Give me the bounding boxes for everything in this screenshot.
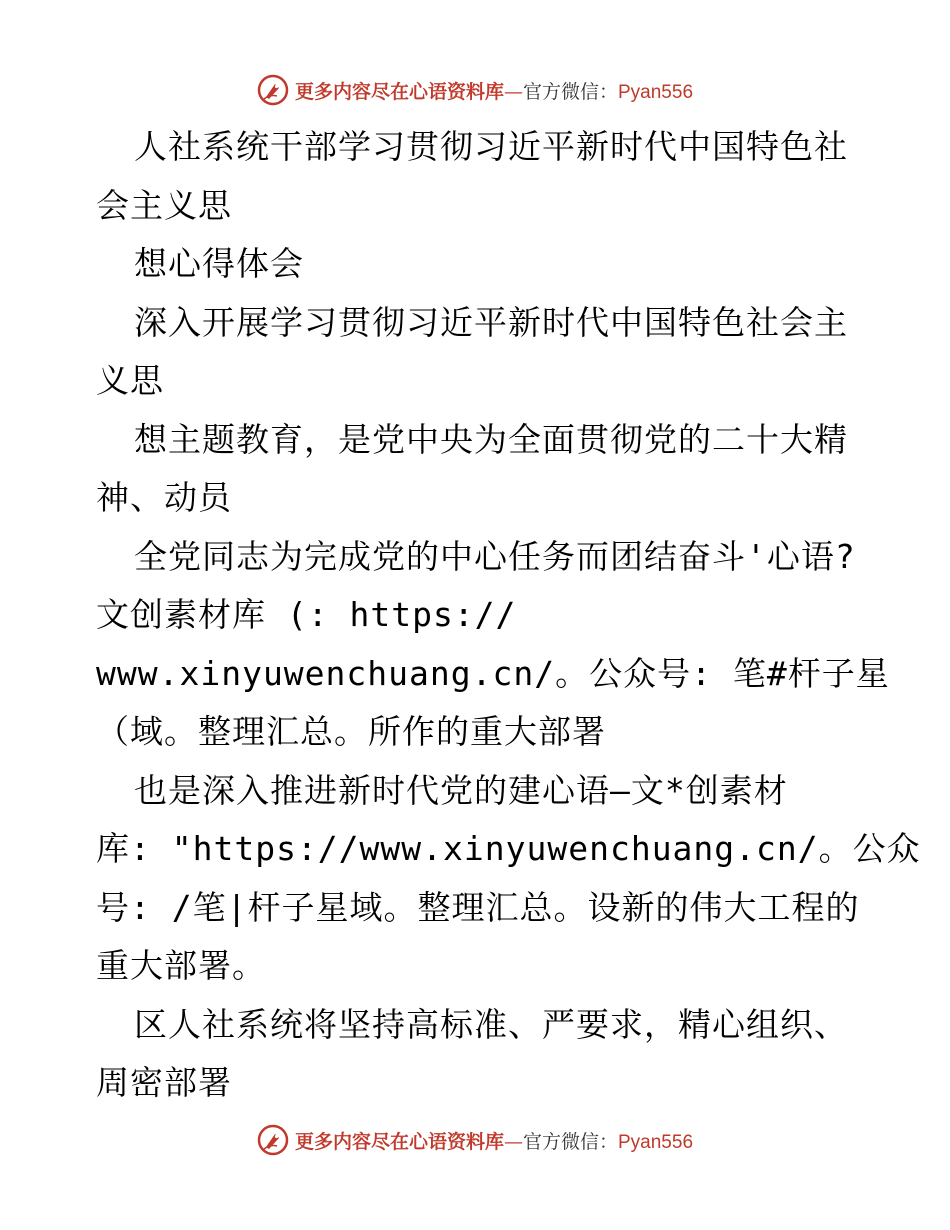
body-line: 重大部署。 (96, 946, 266, 985)
body-line: 全党同志为完成党的中心任务而团结奋斗'心语? (134, 536, 856, 576)
body-line: 号: /笔|杆子星域。整理汇总。设新的伟大工程的 (96, 887, 860, 927)
banner-text (295, 1127, 693, 1154)
body-line: 库: "https://www.xinyuwenchuang.cn/。公众 (96, 829, 921, 868)
pen-nib-logo-icon (257, 74, 289, 106)
body-line: 也是深入推进新时代党的建心语—文*创素材 (134, 770, 788, 810)
banner-wechat-label: 官方微信： (522, 80, 618, 103)
banner-text (295, 77, 693, 104)
banner-wechat-id: Pyan556 (618, 81, 694, 103)
body-line: 区人社系统将坚持高标准、严要求，精心组织、 (134, 1004, 848, 1044)
body-line: 深入开展学习贯彻习近平新时代中国特色社会主 (134, 302, 848, 342)
banner-dash: — (503, 1130, 523, 1153)
body-line: 神、动员 (96, 478, 232, 517)
body-line: www.xinyuwenchuang.cn/。公众号: 笔#杆子星 (96, 653, 890, 693)
banner-wechat-label: 官方微信： (522, 1130, 618, 1153)
body-line: 文创素材库 (: https:// (96, 595, 517, 634)
document-body (96, 118, 921, 1113)
pen-nib-logo-icon (257, 1124, 289, 1156)
body-line: （域。整理汇总。所作的重大部署 (96, 712, 606, 751)
banner-dash: — (503, 80, 523, 103)
banner-wechat-id: Pyan556 (618, 1131, 694, 1153)
banner-title: 更多内容尽在心语资料库 (294, 1130, 504, 1153)
body-line: 想主题教育，是党中央为全面贯彻党的二十大精 (134, 419, 848, 459)
banner-title: 更多内容尽在心语资料库 (294, 80, 504, 103)
body-line: 周密部署 (96, 1063, 232, 1102)
footer-banner (0, 1120, 950, 1160)
header-banner (0, 70, 950, 110)
body-line: 人社系统干部学习贯彻习近平新时代中国特色社 (134, 127, 848, 166)
body-line: 义思 (96, 361, 164, 400)
body-line: 想心得体会 (134, 244, 304, 283)
body-line: 会主义思 (96, 185, 232, 225)
